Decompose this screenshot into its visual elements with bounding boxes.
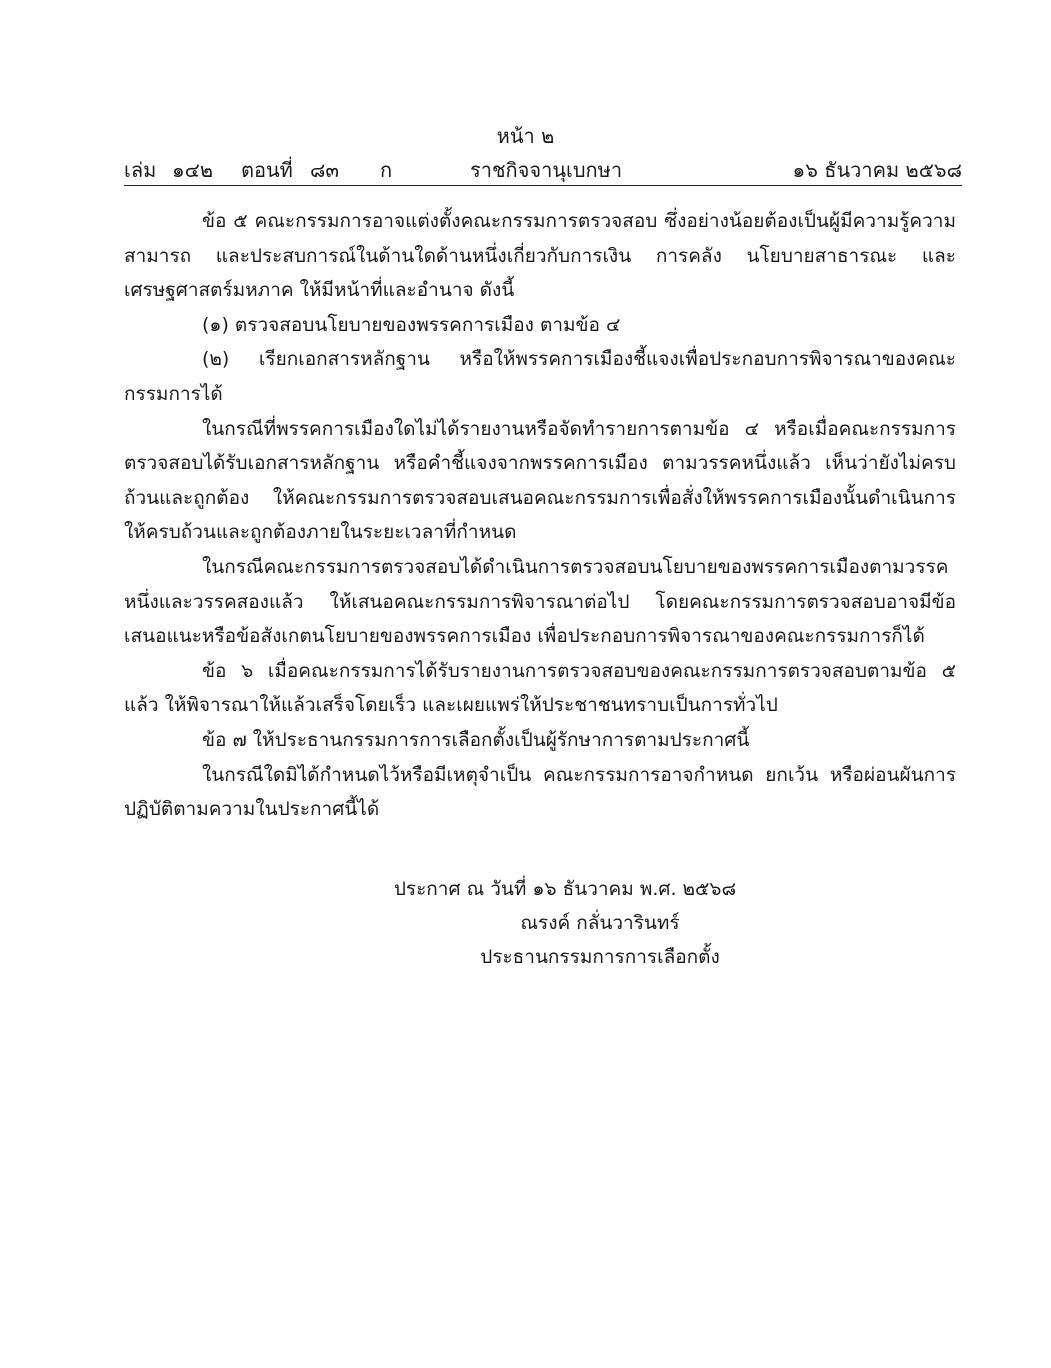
clause-7-paragraph-2: ในกรณีใดมิได้กำหนดไว้หรือมีเหตุจำเป็น คณะกรรมการอาจกำหนด ยกเว้น หรือผ่อนผันการปฏิบัติตามความในประกาศนี้ได้ [124,763,956,821]
clause-6-paragraph: ข้อ ๖ เมื่อคณะกรรมการได้รับรายงานการตรวจสอบของคณะกรรมการตรวจสอบตามข้อ ๕ แล้ว ให้พิจารณาให้แล้วเสร็จโดยเร็ว และเผยแพร่ให้ประชาชนทราบเป็นการทั่วไป [124,659,956,717]
publication-date: ๑๖ ธันวาคม ๒๕๖๘ [792,158,962,182]
signatory-title: ประธานกรรมการการเลือกตั้ง [480,946,720,968]
part-number: ๘๓ [310,158,340,182]
clause-5-paragraph-3: ในกรณีคณะกรรมการตรวจสอบได้ดำเนินการตรวจสอบนโยบายของพรรคการเมืองตามวรรคหนึ่งและวรรคสองแล้ว ให้เสนอคณะกรรมการพิจารณาต่อไป โดยคณะกรรมการตรวจสอบอาจมีข้อเสนอแนะหรือข้อสังเกตนโยบายของพรรคการเมือง เพื่อประกอบการพิจารณาของคณะกรรมการก็ได้ [124,555,956,648]
announcement-date: ประกาศ ณ วันที่ ๑๖ ธันวาคม พ.ศ. ๒๕๖๘ [393,878,737,900]
clause-5-paragraph-2: ในกรณีที่พรรคการเมืองใดไม่ได้รายงานหรือจัดทำรายการตามข้อ ๔ หรือเมื่อคณะกรรมการตรวจสอบได้รับเอกสารหลักฐาน หรือคำชี้แจงจากพรรคการเมือง ตามวรรคหนึ่งแล้ว เห็นว่ายังไม่ครบถ้วนและถูกต้อง ให้คณะกรรมการตรวจสอบเสนอคณะกรรมการเพื่อสั่งให้พรรคการเมืองนั้นดำเนินการให้ครบถ้วนและถูกต้องภายในระยะเวลาที่กำหนด [124,417,956,544]
part-label: ตอนที่ [241,158,293,182]
document-body [124,204,956,827]
page-number: หน้า ๒ [496,124,555,148]
gazette-name: ราชกิจจานุเบกษา [470,158,623,182]
clause-5-item-2: (๒) เรียกเอกสารหลักฐาน หรือให้พรรคการเมืองชี้แจงเพื่อประกอบการพิจารณาของคณะกรรมการได้ [124,348,956,405]
volume-number: ๑๔๒ [172,158,214,182]
section-letter: ก [380,158,393,182]
clause-7-paragraph: ข้อ ๗ ให้ประธานกรรมการการเลือกตั้งเป็นผู้รักษาการตามประกาศนี้ [202,728,750,751]
clause-5-item-1: (๑) ตรวจสอบนโยบายของพรรคการเมือง ตามข้อ ๔ [202,313,621,336]
header-divider [124,185,962,186]
clause-5-paragraph: ข้อ ๕ คณะกรรมการอาจแต่งตั้งคณะกรรมการตรวจสอบ ซึ่งอย่างน้อยต้องเป็นผู้มีความรู้ความสามารถ และประสบการณ์ในด้านใดด้านหนึ่งเกี่ยวกับการเงิน การคลัง นโยบายสาธารณะ และเศรษฐศาสตร์มหภาค ให้มีหน้าที่และอำนาจ ดังนี้ [124,210,956,302]
signature-block [300,872,900,974]
signatory-name: ณรงค์ กลั่นวารินทร์ [520,912,680,934]
gazette-header [124,154,962,184]
volume-label: เล่ม [124,158,157,182]
